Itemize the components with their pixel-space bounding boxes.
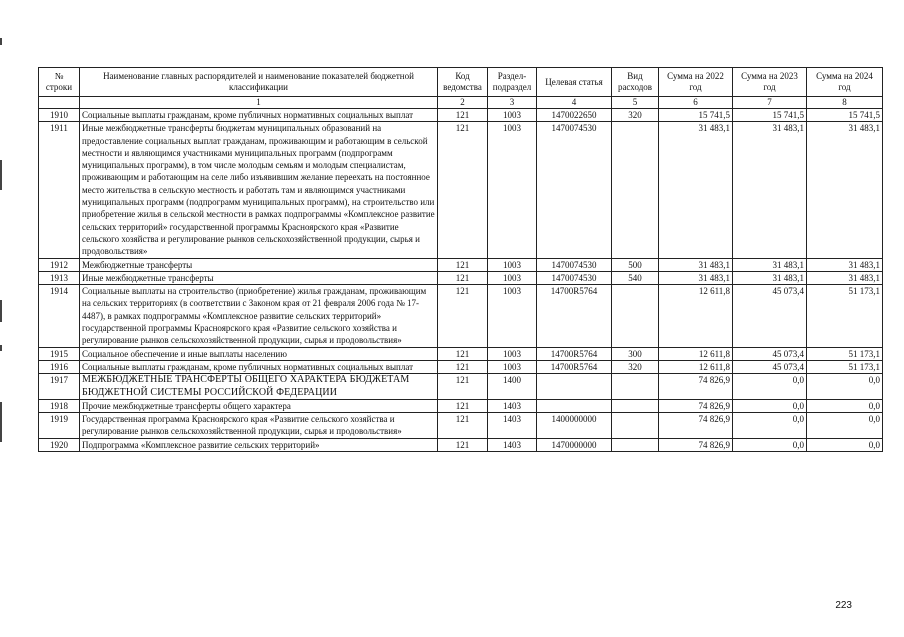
dept-code: 121 (438, 109, 488, 122)
expense-type (612, 374, 659, 400)
sum-2024: 0,0 (807, 399, 883, 412)
target-code (537, 399, 612, 412)
sum-2023: 31 483,1 (733, 122, 807, 258)
header-sum-2023: Сумма на 2023 год (733, 68, 807, 97)
row-name: Иные межбюджетные трансферты бюджетам муниципальных образований на предоставление социальных выплат гражданам, проживающим и работающим в сельской местности и являющимся участниками муниципальных программ (подпрограмм муниципальных программ), в том числе молодым семьям и молодым специалистам, проживающим и работающим на селе либо изъявившим желание переехать на постоянное место жительства в сельскую местность и работать там и являющимся участниками муниципальных программ (подпрограмм муниципальных программ), на строительство или приобретение жилья в сельской местности в рамках подпрограммы «Комплексное развитие сельских территорий» государственной программы Красноярского края «Развитие сельского хозяйства и регулирование рынков сельскохозяйственной продукции, сырья и продовольствия» (80, 122, 438, 258)
table-row (39, 347, 883, 360)
sum-2024: 51 173,1 (807, 347, 883, 360)
expense-type: 500 (612, 258, 659, 271)
sum-2024: 0,0 (807, 438, 883, 451)
sum-2023: 31 483,1 (733, 271, 807, 284)
expense-type: 320 (612, 109, 659, 122)
row-name: Прочие межбюджетные трансферты общего характера (80, 399, 438, 412)
column-number: 8 (807, 97, 883, 109)
sum-2022: 31 483,1 (659, 122, 733, 258)
row-name: Государственная программа Красноярского края «Развитие сельского хозяйства и регулирование рынков сельскохозяйственной продукции, сырья и продовольствия» (80, 413, 438, 439)
column-number: 3 (488, 97, 537, 109)
sum-2022: 31 483,1 (659, 258, 733, 271)
sum-2024: 51 173,1 (807, 285, 883, 347)
sum-2023: 0,0 (733, 374, 807, 400)
expense-type (612, 399, 659, 412)
scan-mark (0, 38, 2, 45)
dept-code: 121 (438, 360, 488, 373)
section-code: 1403 (488, 413, 537, 439)
column-number (39, 97, 80, 109)
table-row (39, 122, 883, 258)
row-number: 1916 (39, 360, 80, 373)
target-code: 14700R5764 (537, 360, 612, 373)
table-row (39, 360, 883, 373)
expense-type (612, 285, 659, 347)
row-number: 1920 (39, 438, 80, 451)
section-code: 1003 (488, 285, 537, 347)
dept-code: 121 (438, 347, 488, 360)
target-code: 14700R5764 (537, 347, 612, 360)
header-exp-type: Вид расходов (612, 68, 659, 97)
sum-2023: 0,0 (733, 438, 807, 451)
section-code: 1403 (488, 399, 537, 412)
sum-2022: 15 741,5 (659, 109, 733, 122)
column-number: 2 (438, 97, 488, 109)
expense-type: 300 (612, 347, 659, 360)
target-code: 1470074530 (537, 258, 612, 271)
expense-type (612, 413, 659, 439)
column-number: 5 (612, 97, 659, 109)
dept-code: 121 (438, 285, 488, 347)
dept-code: 121 (438, 258, 488, 271)
sum-2022: 12 611,8 (659, 347, 733, 360)
sum-2022: 74 826,9 (659, 374, 733, 400)
section-code: 1003 (488, 122, 537, 258)
header-sum-2022: Сумма на 2022 год (659, 68, 733, 97)
table-row (39, 109, 883, 122)
sum-2023: 0,0 (733, 413, 807, 439)
row-name: Подпрограмма «Комплексное развитие сельских территорий» (80, 438, 438, 451)
row-number: 1911 (39, 122, 80, 258)
sum-2023: 45 073,4 (733, 347, 807, 360)
table-row (39, 399, 883, 412)
column-number: 7 (733, 97, 807, 109)
row-name: Социальные выплаты на строительство (приобретение) жилья гражданам, проживающим на сельских территориях (в соответствии с Законом края от 21 февраля 2006 года № 17-4487), в рамках подпрограммы «Комплексное развитие сельских территорий» государственной программы Красноярского края «Развитие сельского хозяйства и регулирование рынков сельскохозяйственной продукции, сырья и продовольствия» (80, 285, 438, 347)
table-row (39, 285, 883, 347)
target-code: 1470074530 (537, 271, 612, 284)
section-code: 1003 (488, 271, 537, 284)
target-code: 1470022650 (537, 109, 612, 122)
header-sum-2024: Сумма на 2024 год (807, 68, 883, 97)
target-code: 14700R5764 (537, 285, 612, 347)
header-dept-code: Код ведомства (438, 68, 488, 97)
sum-2022: 31 483,1 (659, 271, 733, 284)
dept-code: 121 (438, 438, 488, 451)
row-name: Межбюджетные трансферты (80, 258, 438, 271)
sum-2024: 31 483,1 (807, 122, 883, 258)
row-name: Иные межбюджетные трансферты (80, 271, 438, 284)
dept-code: 121 (438, 271, 488, 284)
header-row (39, 68, 883, 97)
sum-2023: 45 073,4 (733, 285, 807, 347)
sum-2023: 45 073,4 (733, 360, 807, 373)
row-number: 1914 (39, 285, 80, 347)
row-name: Социальные выплаты гражданам, кроме публичных нормативных социальных выплат (80, 109, 438, 122)
row-number: 1912 (39, 258, 80, 271)
header-name: Наименование главных распорядителей и наименование показателей бюджетной классификации (80, 68, 438, 97)
section-code: 1003 (488, 360, 537, 373)
expense-type (612, 438, 659, 451)
scan-mark (0, 300, 2, 322)
table-row (39, 438, 883, 451)
row-name: Социальные выплаты гражданам, кроме публичных нормативных социальных выплат (80, 360, 438, 373)
sum-2022: 12 611,8 (659, 285, 733, 347)
row-number: 1918 (39, 399, 80, 412)
sum-2023: 31 483,1 (733, 258, 807, 271)
sum-2024: 0,0 (807, 374, 883, 400)
row-number: 1913 (39, 271, 80, 284)
column-number: 4 (537, 97, 612, 109)
header-target: Целевая статья (537, 68, 612, 97)
sum-2022: 74 826,9 (659, 438, 733, 451)
table-row (39, 271, 883, 284)
budget-table (38, 67, 883, 452)
sum-2023: 0,0 (733, 399, 807, 412)
section-code: 1400 (488, 374, 537, 400)
sum-2022: 74 826,9 (659, 399, 733, 412)
sum-2024: 31 483,1 (807, 271, 883, 284)
expense-type: 540 (612, 271, 659, 284)
column-number: 1 (80, 97, 438, 109)
expense-type: 320 (612, 360, 659, 373)
scan-mark (0, 160, 2, 190)
dept-code: 121 (438, 413, 488, 439)
sum-2024: 51 173,1 (807, 360, 883, 373)
page-number: 223 (835, 600, 852, 611)
row-number: 1910 (39, 109, 80, 122)
sum-2024: 31 483,1 (807, 258, 883, 271)
sum-2022: 74 826,9 (659, 413, 733, 439)
section-code: 1003 (488, 258, 537, 271)
target-code: 1470074530 (537, 122, 612, 258)
column-number-row (39, 97, 883, 109)
dept-code: 121 (438, 374, 488, 400)
header-row-no: № строки (39, 68, 80, 97)
dept-code: 121 (438, 399, 488, 412)
sum-2023: 15 741,5 (733, 109, 807, 122)
table-row (39, 258, 883, 271)
row-number: 1919 (39, 413, 80, 439)
section-code: 1003 (488, 109, 537, 122)
table-row (39, 413, 883, 439)
section-code: 1403 (488, 438, 537, 451)
header-section: Раздел-подраздел (488, 68, 537, 97)
column-number: 6 (659, 97, 733, 109)
scan-mark (0, 402, 2, 442)
sum-2024: 15 741,5 (807, 109, 883, 122)
row-name: Социальное обеспечение и иные выплаты населению (80, 347, 438, 360)
sum-2024: 0,0 (807, 413, 883, 439)
table-row (39, 374, 883, 400)
target-code: 1400000000 (537, 413, 612, 439)
dept-code: 121 (438, 122, 488, 258)
scan-mark (0, 345, 2, 351)
row-number: 1915 (39, 347, 80, 360)
sum-2022: 12 611,8 (659, 360, 733, 373)
section-code: 1003 (488, 347, 537, 360)
expense-type (612, 122, 659, 258)
row-number: 1917 (39, 374, 80, 400)
target-code: 1470000000 (537, 438, 612, 451)
row-name: МЕЖБЮДЖЕТНЫЕ ТРАНСФЕРТЫ ОБЩЕГО ХАРАКТЕРА БЮДЖЕТАМ БЮДЖЕТНОЙ СИСТЕМЫ РОССИЙСКОЙ ФЕДЕРАЦИИ (80, 374, 438, 400)
target-code (537, 374, 612, 400)
